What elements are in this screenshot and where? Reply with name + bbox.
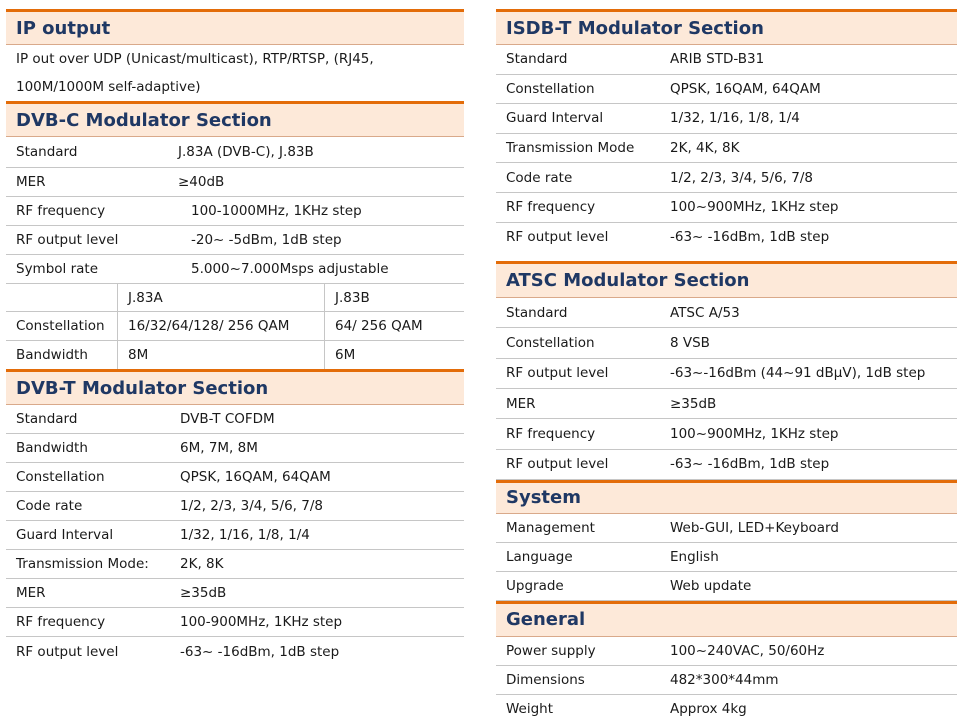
isdbt-section — [496, 9, 957, 252]
spec-label: Code rate — [16, 498, 83, 514]
spec-value: 2K, 8K — [180, 556, 224, 572]
spec-label: Standard — [16, 411, 78, 427]
spec-label: Transmission Mode: — [16, 556, 149, 572]
spec-value: English — [670, 548, 719, 565]
spec-label: MER — [16, 174, 46, 190]
spec-label: Code rate — [506, 169, 573, 186]
spec-row — [6, 492, 464, 521]
spec-value-j83a: 16/32/64/128/ 256 QAM — [117, 312, 324, 340]
spec-row — [496, 514, 957, 543]
ip-output-section — [6, 9, 464, 101]
spec-label: Transmission Mode — [506, 140, 635, 157]
section-header: System — [496, 480, 957, 514]
spec-row — [496, 134, 957, 164]
spec-value: ≥40dB — [178, 174, 225, 190]
right-column — [496, 9, 957, 724]
spec-value: DVB-T COFDM — [180, 411, 275, 427]
spec-value: ≥35dB — [670, 395, 717, 412]
spec-label: Constellation — [16, 469, 105, 485]
spec-row — [496, 104, 957, 134]
spec-label: Standard — [16, 144, 78, 160]
spec-value: ARIB STD-B31 — [670, 51, 765, 68]
spec-row — [496, 389, 957, 419]
spec-row — [496, 75, 957, 105]
spec-label: Guard Interval — [506, 110, 604, 127]
spec-row — [496, 45, 957, 75]
section-header: DVB-C Modulator Section — [6, 101, 464, 137]
spec-label: Constellation — [506, 335, 595, 352]
spec-label: RF frequency — [16, 614, 106, 630]
spec-value: -20~ -5dBm, 1dB step — [191, 232, 342, 248]
spec-label: Language — [506, 548, 573, 565]
section-header: IP output — [6, 9, 464, 45]
description-line: IP out over UDP (Unicast/multicast), RTP/RTSP, (RJ45, — [16, 51, 374, 67]
section-header: DVB-T Modulator Section — [6, 369, 464, 405]
spec-row — [496, 637, 957, 666]
spec-value-j83b: 6M — [324, 341, 464, 369]
spec-label: Symbol rate — [16, 261, 99, 277]
spec-value: ≥35dB — [180, 585, 227, 601]
spec-row — [496, 298, 957, 328]
spec-value: 1/32, 1/16, 1/8, 1/4 — [670, 110, 800, 127]
spec-label: Management — [506, 519, 595, 536]
spec-value: Web update — [670, 577, 752, 594]
spec-row — [496, 359, 957, 389]
spec-label: RF output level — [506, 229, 609, 246]
section-header: ATSC Modulator Section — [496, 261, 957, 298]
spec-row — [496, 223, 957, 253]
general-section — [496, 601, 957, 724]
spec-row — [6, 226, 464, 255]
spec-row — [6, 637, 464, 666]
spec-row — [496, 163, 957, 193]
atsc-rows — [496, 298, 957, 480]
spec-value: ATSC A/53 — [670, 304, 740, 321]
spec-row — [496, 193, 957, 223]
spec-label: Guard Interval — [16, 527, 114, 543]
isdbt-rows — [496, 45, 957, 252]
general-rows — [496, 637, 957, 724]
section-header: ISDB-T Modulator Section — [496, 9, 957, 45]
spec-row — [6, 550, 464, 579]
grid-head-j83a: J.83A — [117, 284, 324, 311]
grid-empty-cell — [6, 284, 117, 311]
spec-value: 482*300*44mm — [670, 671, 779, 688]
grid-row — [6, 341, 464, 369]
spec-row — [6, 255, 464, 284]
spec-value: 1/32, 1/16, 1/8, 1/4 — [180, 527, 310, 543]
spec-value: 100~900MHz, 1KHz step — [670, 199, 839, 216]
spec-row — [6, 197, 464, 226]
grid-head-row — [6, 284, 464, 312]
spec-row — [496, 572, 957, 601]
spec-value: 100~900MHz, 1KHz step — [670, 425, 839, 442]
spec-label: Standard — [506, 304, 568, 321]
left-column — [6, 9, 464, 666]
spec-row — [6, 137, 464, 168]
spec-value: -63~ -16dBm, 1dB step — [670, 229, 830, 246]
dvbt-rows — [6, 405, 464, 666]
spec-value: 100~240VAC, 50/60Hz — [670, 642, 825, 659]
spec-value: 5.000~7.000Msps adjustable — [191, 261, 389, 277]
spec-label: RF output level — [506, 365, 609, 382]
spec-value: 100-900MHz, 1KHz step — [180, 614, 343, 630]
spec-value: -63~ -16dBm, 1dB step — [180, 643, 340, 660]
spec-label: RF frequency — [506, 199, 596, 216]
spec-row — [496, 450, 957, 480]
spec-row — [6, 463, 464, 492]
dvbc-section — [6, 101, 464, 369]
spec-value: 6M, 7M, 8M — [180, 440, 258, 456]
spec-value: -63~ -16dBm, 1dB step — [670, 456, 830, 473]
spec-label: RF frequency — [16, 203, 106, 219]
spec-label: Weight — [506, 701, 554, 718]
spec-value: 1/2, 2/3, 3/4, 5/6, 7/8 — [670, 169, 813, 186]
description-line: 100M/1000M self-adaptive) — [16, 79, 201, 95]
spec-value: 2K, 4K, 8K — [670, 140, 740, 157]
spec-value: 1/2, 2/3, 3/4, 5/6, 7/8 — [180, 498, 323, 514]
spec-value: QPSK, 16QAM, 64QAM — [180, 469, 331, 485]
spec-row — [6, 608, 464, 637]
spec-label: Constellation — [506, 80, 595, 97]
spec-label: RF output level — [16, 643, 119, 660]
section-header: General — [496, 601, 957, 637]
spec-label: RF frequency — [506, 425, 596, 442]
atsc-section — [496, 261, 957, 480]
spec-value: 8 VSB — [670, 335, 710, 352]
spec-label: Power supply — [506, 642, 596, 659]
system-section — [496, 480, 957, 601]
spec-value: 100-1000MHz, 1KHz step — [191, 203, 362, 219]
spec-label: Dimensions — [506, 671, 585, 688]
spec-row — [6, 168, 464, 197]
grid-row — [6, 312, 464, 341]
spec-label: Constellation — [16, 318, 105, 334]
spec-value: Approx 4kg — [670, 701, 747, 718]
spec-value-j83a: 8M — [117, 341, 324, 369]
spec-value: QPSK, 16QAM, 64QAM — [670, 80, 821, 97]
grid-head-j83b: J.83B — [324, 284, 464, 311]
spec-row — [496, 543, 957, 572]
spec-label: RF output level — [16, 232, 119, 248]
spec-label: Bandwidth — [16, 347, 88, 363]
spec-row — [6, 434, 464, 463]
spec-value-j83b: 64/ 256 QAM — [324, 312, 464, 340]
spec-label: MER — [506, 395, 536, 412]
spec-label: Bandwidth — [16, 440, 88, 456]
spec-row — [496, 695, 957, 724]
spec-label: Standard — [506, 51, 568, 68]
spec-row — [6, 579, 464, 608]
spec-row — [6, 521, 464, 550]
system-rows — [496, 514, 957, 601]
spec-value: Web-GUI, LED+Keyboard — [670, 519, 839, 536]
spec-value: -63~-16dBm (44~91 dBµV), 1dB step — [670, 365, 926, 382]
dvbt-section — [6, 369, 464, 666]
spec-label: RF output level — [506, 456, 609, 473]
spec-row — [496, 328, 957, 358]
spec-row — [6, 405, 464, 434]
spec-row — [496, 666, 957, 695]
spec-row — [496, 419, 957, 449]
spec-label: Upgrade — [506, 577, 564, 594]
spec-value: J.83A (DVB-C), J.83B — [178, 144, 314, 160]
spec-label: MER — [16, 585, 46, 601]
